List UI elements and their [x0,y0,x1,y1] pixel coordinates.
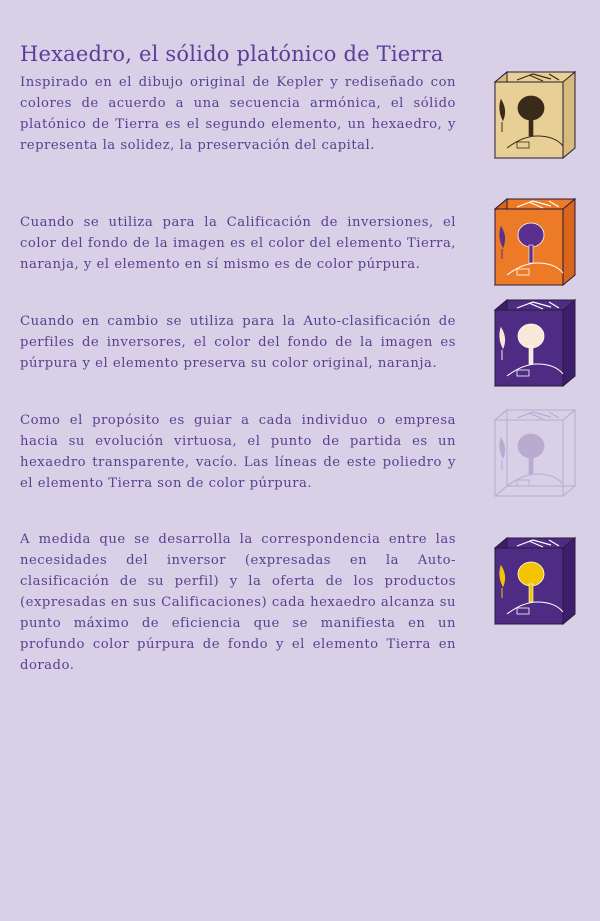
hexahedron-drawing [493,197,577,287]
hexahedron-drawing [493,536,577,626]
page-title: Hexaedro, el sólido platónico de Tierra [20,42,444,67]
purple-hexahedron-icon [493,298,577,388]
paragraph-transparente: Como el propósito es guiar a cada individuo o empresa hacia su evolución virtuosa, el punto de partida es un hexaedro transparente, vacío. Las líneas de este poliedro y el elemento Tierra son de color púrpura. [20,413,456,491]
hexahedron-drawing [493,70,577,160]
hexahedron-drawing [493,298,577,388]
paragraph-kepler: Inspirado en el dibujo original de Kepler y rediseñado con colores de acuerdo a una secuencia armónica, el sólido platónico de Tierra es el segundo elemento, un hexaedro, y representa la solidez, la preservación del capital. [20,75,456,153]
paragraph-correspondencia: A medida que se desarrolla la correspondencia entre las necesidades del inversor (expresadas en la Auto-clasificación de su perfil) y la oferta de los productos (expresadas en sus Calificaciones) cada hexaedro alcanza su punto máximo de eficiencia que se manifiesta en un profundo color púrpura de fondo y el elemento Tierra en dorado. [20,532,456,673]
orange-hexahedron-icon [493,197,577,287]
transparent-hexahedron-icon [493,408,577,498]
paragraph-calificacion: Cuando se utiliza para la Calificación de inversiones, el color del fondo de la imagen es el color del elemento Tierra, naranja, y el elemento en sí mismo es de color púrpura. [20,215,456,272]
hexahedron-drawing [493,408,577,498]
kepler-original-hexahedron-icon [493,70,577,160]
paragraph-autoclasificacion: Cuando en cambio se utiliza para la Auto-clasificación de perfiles de inversores, el color del fondo de la imagen es púrpura y el elemento preserva su color original, naranja. [20,314,456,371]
gold-hexahedron-icon [493,536,577,626]
